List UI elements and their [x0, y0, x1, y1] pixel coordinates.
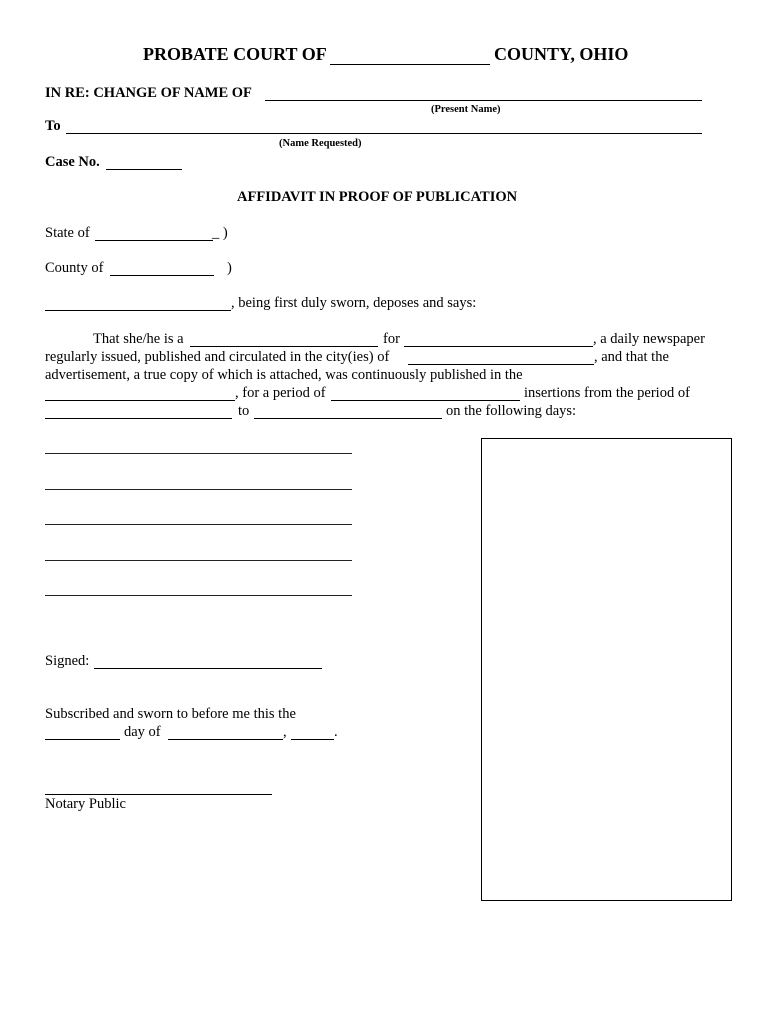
subscribed-text: Subscribed and sworn to before me this the — [45, 706, 296, 722]
publication-day-line[interactable] — [45, 489, 352, 490]
publication-day-line[interactable] — [45, 524, 352, 525]
body-p1-start: That she/he is a — [93, 331, 184, 347]
body-p2-start: regularly issued, published and circulated in the city(ies) of — [45, 349, 390, 365]
present-name-caption: (Present Name) — [431, 104, 501, 115]
state-paren: _ ) — [212, 225, 228, 241]
present-name-line[interactable] — [265, 100, 702, 101]
position-line[interactable] — [190, 346, 378, 347]
state-line[interactable] — [95, 240, 213, 241]
to-label: To — [45, 118, 61, 134]
month-line[interactable] — [168, 739, 283, 740]
day-line[interactable] — [45, 739, 120, 740]
insertions-line[interactable] — [331, 400, 520, 401]
period-start-line[interactable] — [45, 418, 232, 419]
in-re-label: IN RE: CHANGE OF NAME OF — [45, 85, 252, 101]
body-p2-end: , and that the — [594, 349, 669, 365]
case-no-label: Case No. — [45, 154, 100, 170]
body-p3: advertisement, a true copy of which is attached, was continuously published in the — [45, 367, 523, 383]
county-line[interactable] — [110, 275, 214, 276]
advertisement-attachment-box — [481, 438, 732, 901]
case-no-line[interactable] — [106, 169, 182, 170]
affiant-name-line[interactable] — [45, 310, 231, 311]
publication-line[interactable] — [45, 400, 235, 401]
date-comma: , — [283, 724, 287, 740]
court-suffix: COUNTY, OHIO — [494, 44, 629, 64]
county-label: County of — [45, 260, 104, 276]
publication-day-line[interactable] — [45, 453, 352, 454]
signature-line[interactable] — [94, 668, 322, 669]
body-p4-end: insertions from the period of — [524, 385, 690, 401]
name-requested-caption: (Name Requested) — [279, 138, 362, 149]
notary-label: Notary Public — [45, 796, 126, 812]
county-paren: ) — [227, 260, 232, 276]
notary-signature-line[interactable] — [45, 794, 272, 795]
cities-line[interactable] — [408, 364, 594, 365]
publication-day-line[interactable] — [45, 560, 352, 561]
date-period: . — [334, 724, 338, 740]
affidavit-heading: AFFIDAVIT IN PROOF OF PUBLICATION — [237, 189, 518, 205]
name-requested-line[interactable] — [66, 133, 702, 134]
court-prefix: PROBATE COURT OF — [143, 44, 327, 64]
period-end-line[interactable] — [254, 418, 442, 419]
body-p4-mid: , for a period of — [235, 385, 326, 401]
newspaper-line[interactable] — [404, 346, 593, 347]
county-name-line[interactable] — [330, 64, 490, 65]
body-p5-end: on the following days: — [446, 403, 577, 419]
sworn-text: , being first duly sworn, deposes and says: — [231, 295, 477, 311]
signed-label: Signed: — [45, 653, 90, 669]
body-p1-daily: , a daily newspaper — [593, 331, 705, 347]
body-p1-for: for — [383, 331, 400, 347]
day-of-label: day of — [124, 724, 161, 740]
publication-day-line[interactable] — [45, 595, 352, 596]
year-line[interactable] — [291, 739, 334, 740]
state-label: State of — [45, 225, 90, 241]
body-p5-to: to — [238, 403, 250, 419]
